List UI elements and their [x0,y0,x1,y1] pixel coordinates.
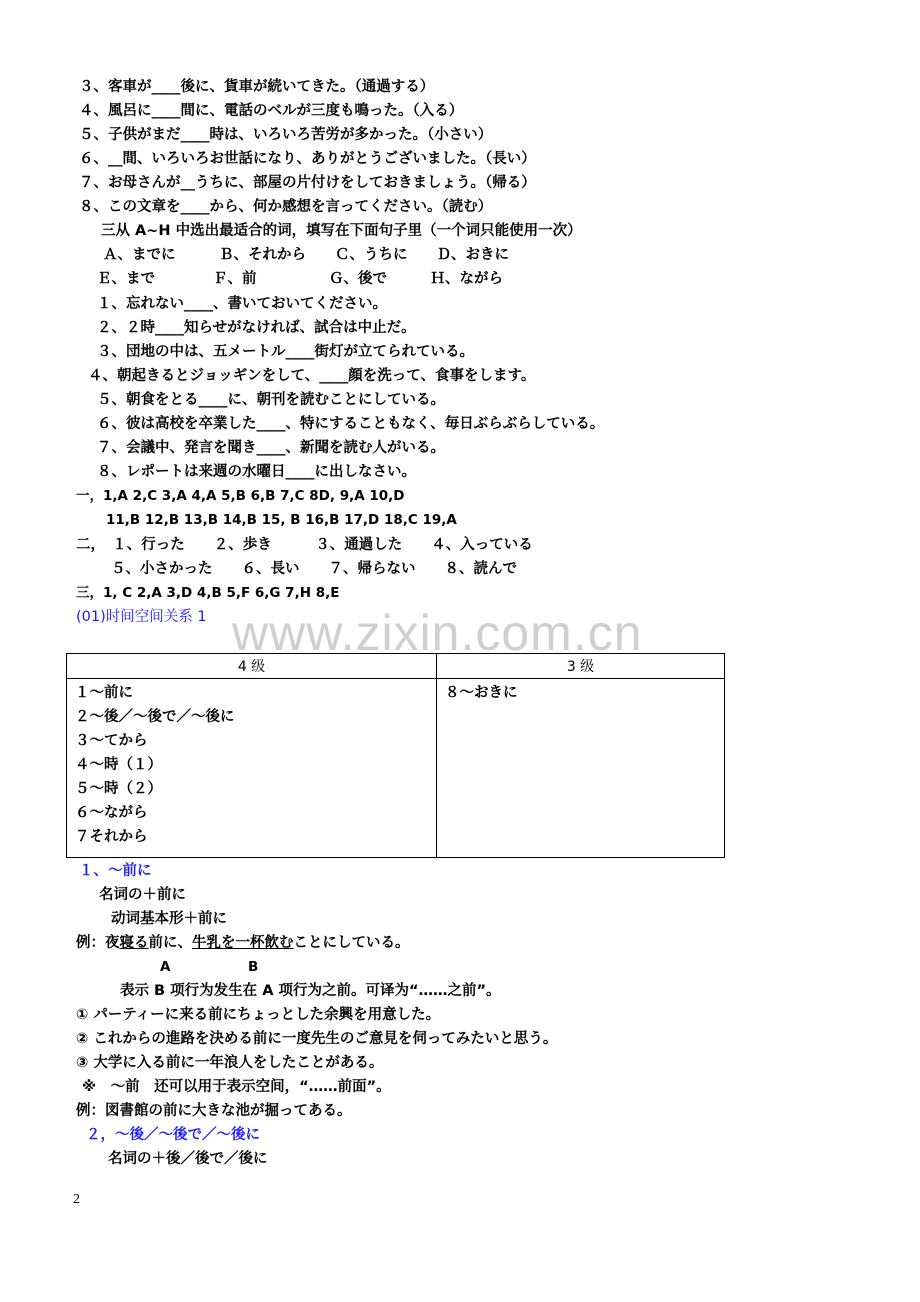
exercise-line-4: ４、風呂に____間に、電話のベルが三度も鳴った。（入る） [79,103,464,119]
section3-item-8: ８、レポートは来週の水曜日____に出しなさい。 [97,464,416,480]
section-heading: (01)时间空间关系 1 [76,609,207,625]
section3-item-6: ６、彼は高校を卒業した____、特にすることもなく、毎日ぶらぶらしている。 [97,416,605,432]
section3-item-3: ３、団地の中は、五メートル____街灯が立てられている。 [97,344,474,360]
level4-item: ６～ながら [75,805,148,821]
label-b: B [248,959,259,975]
section3-item-7: ７、会議中、発言を聞き____、新聞を読む人がいる。 [97,440,445,456]
exercise-line-3: ３、客車が____後に、貨車が続いてきた。（通過する） [79,79,435,95]
answers-1-line-2: 11,B 12,B 13,B 14,B 15, B 16,B 17,D 18,C 19,A [106,512,457,528]
table-header-level4: 4 级 [67,654,437,679]
level3-item: ８～おきに [445,685,518,701]
answers-2-line-1: 二， １、行った ２、歩き ３、通過した ４、入っている [76,537,533,553]
example-part-b: 牛乳を一杯飲む [192,935,294,951]
watermark: www.zixin.com.cn [232,605,643,661]
level4-item: ３～てから [75,733,148,749]
options-row-1: Ａ、までに Ｂ、それから Ｃ、うちに Ｄ、おきに [103,247,509,263]
example-mid: 前に、 [148,935,192,951]
section3-item-4: ４、朝起きるとジョッギンをして、____顔を洗って、食事をします。 [88,368,536,384]
label-a: A [160,959,171,975]
example-sentence [76,934,410,952]
space-usage-note: ※ ～前 还可以用于表示空间，“……前面”。 [82,1079,391,1095]
pattern-verb: 动词基本形＋前に [111,911,227,927]
level4-item: １～前に [75,685,133,701]
example-2: ② これからの進路を決める前に一度先生のご意見を伺ってみたいと思う。 [76,1031,558,1047]
level4-item: ４～時（１） [75,757,162,773]
level4-cell [67,679,437,858]
section3-item-5: ５、朝食をとる____に、朝刊を読むことにしている。 [97,392,445,408]
level3-cell [437,679,725,858]
section3-item-1: １、忘れない____、書いておいてください。 [97,296,387,312]
level4-item: ２～後／～後で／～後に [75,709,235,725]
level4-item: ５～時（２） [75,781,162,797]
example-1: ① パーティーに来る前にちょっとした余興を用意した。 [76,1007,441,1023]
exercise-line-8: ８、この文章を____から、何か感想を言ってください。（読む） [79,199,493,215]
table-header-level3: 3 级 [437,654,725,679]
example-suffix: ことにしている。 [293,935,410,951]
section3-title: 三从 A~H 中选出最适合的词，填写在下面句子里（一个词只能使用一次） [101,223,582,239]
grammar-heading-1: １、～前に [79,863,152,879]
grammar-level-table [66,653,725,858]
page-number: 2 [73,1192,80,1207]
explanation-note: 表示 B 项行为发生在 A 项行为之前。可译为“……之前”。 [120,983,501,999]
example-prefix: 例：夜 [76,935,120,951]
level4-item: ７それから [75,829,148,845]
section3-item-2: ２、２時____知らせがなければ、試合は中止だ。 [97,320,416,336]
pattern-after: 名词の＋後／後で／後に [108,1151,268,1167]
exercise-line-7: ７、お母さんが__うちに、部屋の片付けをしておきましょう。（帰る） [79,175,536,191]
grammar-heading-2: ２，～後／～後で／～後に [86,1127,260,1143]
answers-2-line-2: ５、小さかった ６、長い ７、帰らない ８、読んで [111,561,517,577]
exercise-line-5: ５、子供がまだ____時は、いろいろ苦労が多かった。（小さい） [79,127,493,143]
pattern-noun: 名词の＋前に [99,887,186,903]
example-part-a: 寝る [119,935,149,951]
answers-3-line: 三，1, C 2,A 3,D 4,B 5,F 6,G 7,H 8,E [76,585,340,601]
example-library: 例：図書館の前に大きな池が掘ってある。 [76,1103,352,1119]
exercise-line-6: ６、__間、いろいろお世話になり、ありがとうございました。（長い） [79,151,536,167]
example-3: ③ 大学に入る前に一年浪人をしたことがある。 [76,1055,384,1071]
options-row-2: Ｅ、まで Ｆ、前 Ｇ、後で Ｈ、ながら [97,271,503,287]
answers-1-line-1: 一，1,A 2,C 3,A 4,A 5,B 6,B 7,C 8D, 9,A 10,D [76,488,405,504]
